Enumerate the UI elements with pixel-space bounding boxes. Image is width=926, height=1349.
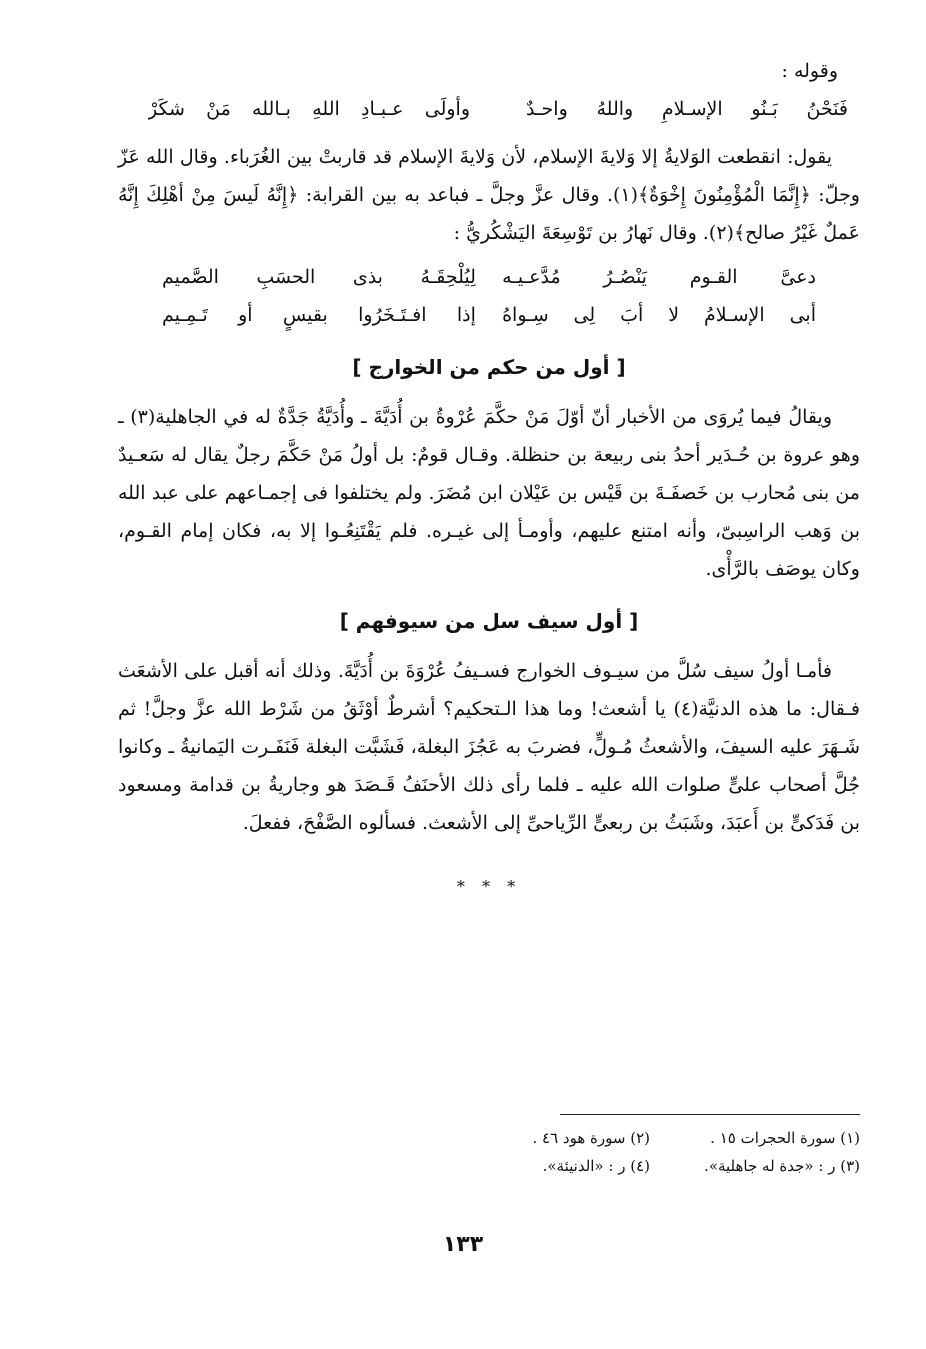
couplet	[162, 296, 816, 334]
verse-left-hemistich: وأولَى عـبـادِ اللهِ بـالله مَنْ شكَرْ	[148, 98, 470, 120]
couplet-right-hemistich: دعىَّ القـوم يَنْصُـرُ مُدَّعـيـه	[502, 266, 816, 288]
couplet-left-hemistich: إذا افـتَـخَرُوا بقيسٍ أو تَـمِـيم	[162, 304, 476, 326]
section-heading-first-sword: [ أول سيف سل من سيوفهم ]	[339, 609, 639, 633]
section-separator: * * *	[456, 877, 522, 896]
verse-right-hemistich: فَنَحْنُ بَـنُو الإسـلامِ واللهُ واحـدٌ	[526, 98, 848, 120]
footnote-1: (١) سورة الحجرات ١٥ .	[710, 1129, 860, 1147]
footnote-divider	[560, 1114, 860, 1115]
footnote-row	[440, 1124, 860, 1152]
section-heading-first-arbitrator: [ أول من حكم من الخوارج ]	[352, 355, 626, 379]
intro-label: وقوله :	[781, 60, 838, 82]
footnote-2: (٢) سورة هود ٤٦ .	[532, 1129, 650, 1147]
paragraph-wilaya: يقول: انقطعت الوَلايةُ إلا وَلايةَ الإسلام، لأن وَلايةَ الإسلام قد قاربتْ بين الغُرَباء. وقال الله عَزّ وجلّ: ﴿إِنَّمَا الْمُؤْمِنُونَ إِخْوَةٌ﴾(١). وقال عزَّ وجلَّ ـ فباعد به بين القرابة: ﴿إِنَّهُ لَيسَ مِنْ أهْلِكَ إِنَّهُ عَملٌ غَيْرُ صالح﴾(٢). وقال نَهارُ بن تَوْسِعَةَ اليَشْكُريُّ :	[118, 146, 860, 244]
couplet-left-hemistich: لِيُلْحِقَـهُ بذى الحسَبِ الصَّميم	[162, 266, 476, 288]
couplet-right-hemistich: أبى الإسـلامُ لا أبَ لِى سِـواهُ	[502, 304, 816, 326]
page-number: ١٣٣	[442, 1232, 484, 1257]
footnote-4: (٤) ر : «الدنيئة».	[542, 1157, 650, 1175]
paragraph-first-arbitrator: ويقالُ فيما يُروَى من الأخبار أنّ أوّلَ مَنْ حكَّمَ عُرْوةُ بن أُدَيَّةَ ـ وأُدَيَّةُ جَدَّةٌ له في الجاهلية(٣) ـ وهو عروة بن حُـدَير أحدُ بنى ربيعة بن حنظلة. وقـال قومٌ: بل أولُ مَنْ حَكَّمَ رجلٌ يقال له سَعـيدٌ من بنى مُحارب بن خَصفَـةَ بن قَيْس بن عَيْلان ابن مُضَرَ. ولم يختلفوا فى إجمـاعهم على عبد الله بن وَهب الراسِبىّ، وأنه امتنع عليهم، وأومـأ إلى غيـره. فلم يَقْتَنِعُـوا إلا به، فكان إمام القـوم، وكان يوصَف بالرَّأْى.	[118, 406, 860, 580]
paragraph-first-sword: فأمـا أولُ سيف سُلَّ من سيـوف الخوارج فسـيفُ عُرْوَةَ بن أُدَيَّةَ. وذلك أنه أقبل على الأشعَث فـقال: ما هذه الدنيَّة(٤) يا أشعث! وما هذا الـتحكيم؟ أشرطٌ أوْثَقُ من شَرْط الله عزَّ وجلَّ! ثم شَـهَرَ عليه السيفَ، والأشعثُ مُـولٍّ، فضربَ به عَجُزَ البغلة، فَشَبَّت البغلة فَنَفَـرت اليَمانيةُ ـ وكانوا جُلَّ أصحاب علىٍّ صلوات الله عليه ـ فلما رأى ذلك الأحنَفُ قَـصَدَ هو وجاريةُ بن قدامة ومسعود بن فَدَكىٍّ بن أَعبَدَ، وشَبَثُ بن ربعىٍّ الرِّياحىِّ إلى الأشعث. فسألوه الصَّفْحَ، ففعلَ.	[118, 660, 860, 834]
main-text-block	[118, 52, 860, 916]
footnote-row	[440, 1152, 860, 1180]
footnote-3: (٣) ر : «جدة له جاهلية».	[704, 1157, 860, 1175]
couplet	[162, 258, 816, 296]
footnotes	[440, 1124, 860, 1180]
verse-line	[118, 90, 860, 128]
poem-couplets	[118, 258, 860, 334]
